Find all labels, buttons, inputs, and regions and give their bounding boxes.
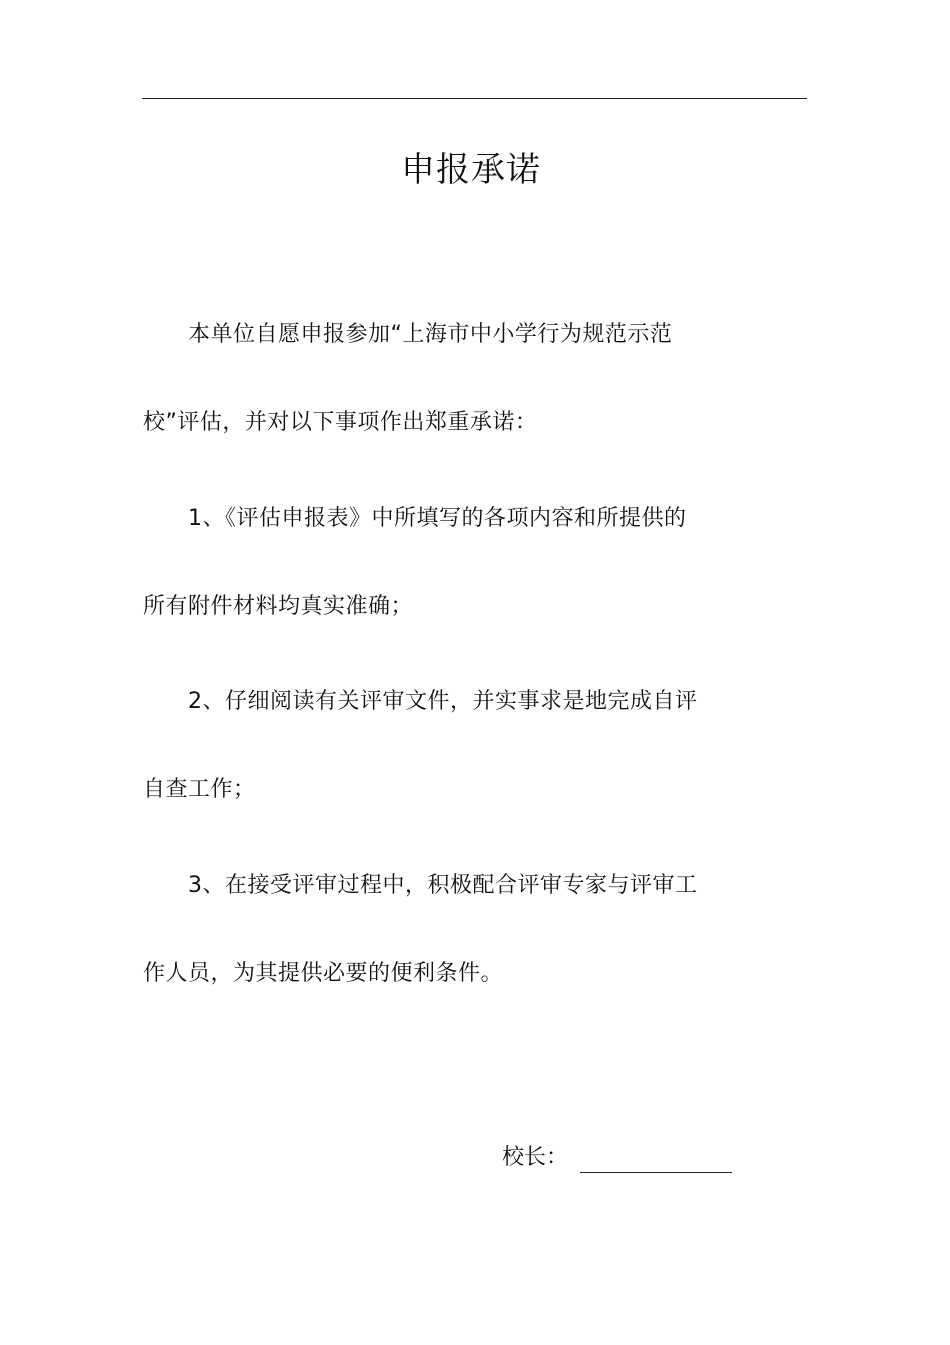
intro-line-1: 本单位自愿申报参加“上海市中小学行为规范示范 [188, 322, 673, 347]
signature-label: 校长： [502, 1145, 569, 1170]
intro-line-2: 校”评估，并对以下事项作出郑重承诺： [143, 410, 538, 435]
commitment-1-line-1: 1、《评估申报表》中所填写的各项内容和所提供的 [188, 506, 687, 531]
document-title: 申报承诺 [401, 150, 541, 190]
commitment-2-line-1: 2、仔细阅读有关评审文件，并实事求是地完成自评 [188, 689, 698, 714]
principal-signature [502, 1143, 732, 1173]
commitment-1-line-2: 所有附件材料均真实准确； [143, 594, 414, 619]
header-rule [142, 98, 807, 99]
commitment-3-line-2: 作人员，为其提供必要的便利条件。 [143, 961, 504, 986]
signature-blank-line[interactable] [580, 1150, 732, 1173]
commitment-3-line-1: 3、在接受评审过程中，积极配合评审专家与评审工 [188, 873, 698, 898]
commitment-2-line-2: 自查工作； [143, 777, 256, 802]
